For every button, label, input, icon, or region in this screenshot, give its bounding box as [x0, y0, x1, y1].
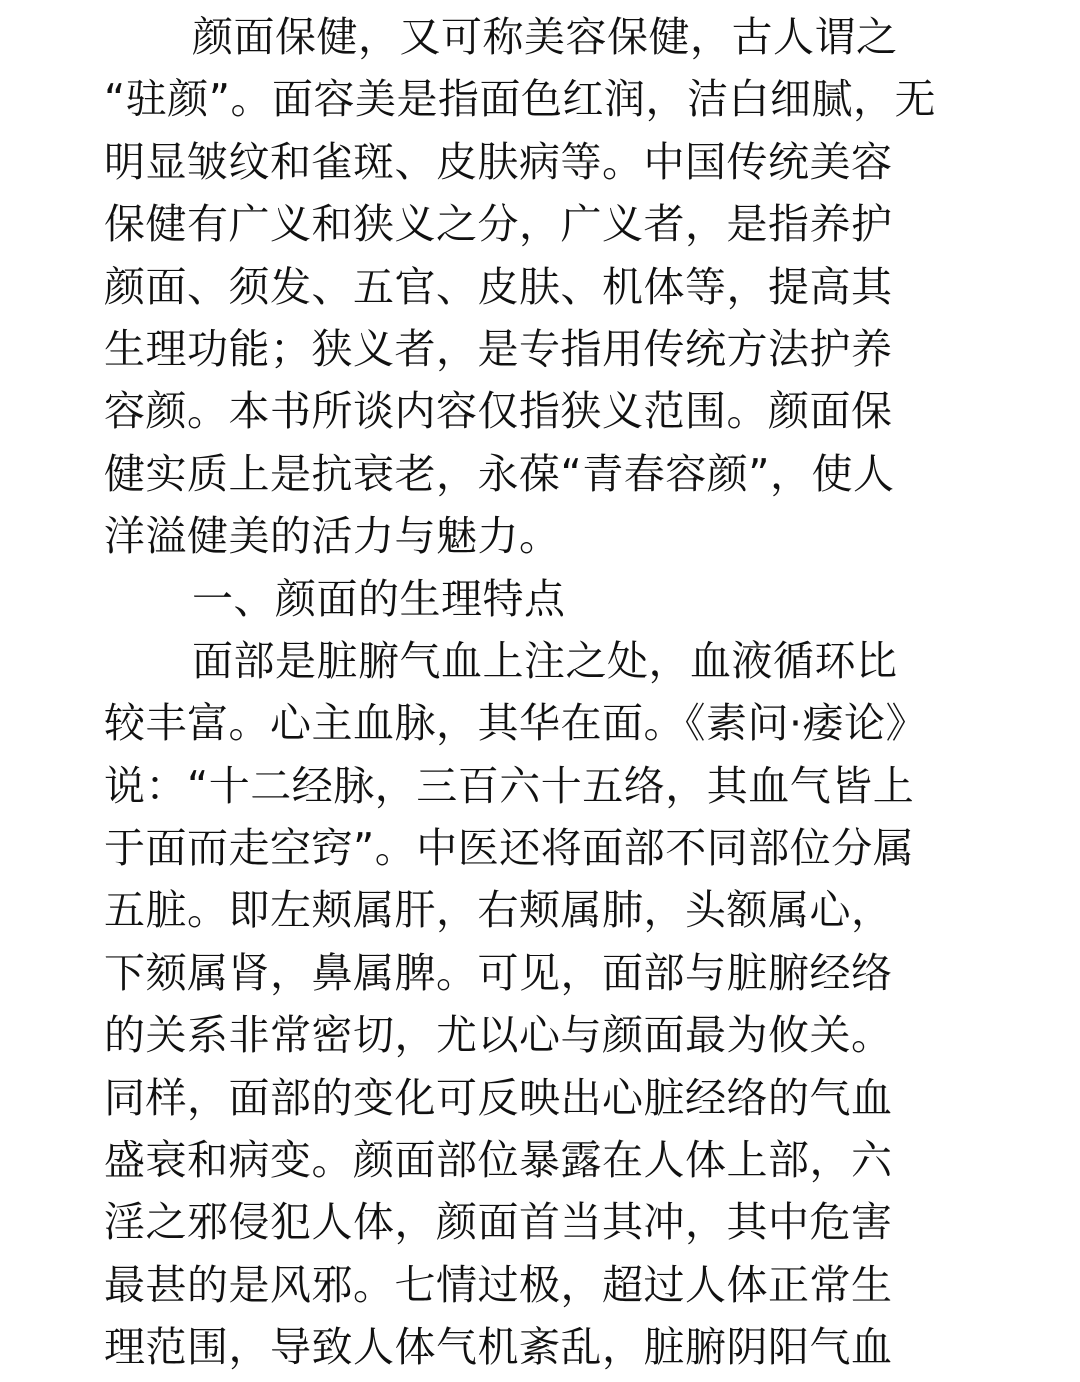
text-line-16: 下颏属肾，鼻属脾。可见，面部与脏腑经络: [104, 948, 893, 997]
text-line-11: 面部是脏腑气血上注之处，血液循环比: [192, 636, 898, 685]
text-line-18: 同样，面部的变化可反映出心脏经络的气血: [104, 1073, 893, 1122]
text-line-4: 保健有广义和狭义之分，广义者，是指养护: [104, 200, 893, 249]
text-line-7: 容颜。本书所谈内容仅指狭义范围。颜面保: [104, 387, 893, 436]
text-line-12: 较丰富。心主血脉，其华在面。《素问·痿论》: [104, 699, 928, 748]
text-line-19: 盛衰和病变。颜面部位暴露在人体上部，六: [104, 1136, 893, 1185]
text-line-20: 淫之邪侵犯人体，颜面首当其冲，其中危害: [104, 1198, 893, 1247]
text-line-3: 明显皱纹和雀斑、皮肤病等。中国传统美容: [104, 137, 893, 186]
text-line-17: 的关系非常密切，尤以心与颜面最为攸关。: [104, 1011, 893, 1060]
text-line-5: 颜面、须发、五官、皮肤、机体等，提高其: [104, 262, 893, 311]
text-line-21: 最甚的是风邪。七情过极，超过人体正常生: [104, 1260, 893, 1309]
text-line-1: 颜面保健，又可称美容保健，古人谓之: [192, 13, 898, 61]
text-line-13: 说：“十二经脉，三百六十五络，其血气皆上: [104, 761, 915, 810]
text-line-22: 理范围，导致人体气机紊乱，脏腑阴阳气血: [104, 1323, 893, 1372]
text-line-8: 健实质上是抗衰老，永葆“青春容颜”，使人: [104, 449, 895, 498]
body-text: [104, 6, 964, 1379]
text-line-15: 五脏。即左颊属肝，右颊属肺，头额属心，: [104, 886, 893, 935]
section-heading: 一、颜面的生理特点: [192, 574, 566, 623]
text-line-9: 洋溢健美的活力与魅力。: [104, 512, 561, 561]
text-line-2: “驻颜”。面容美是指面色红润，洁白细腻，无: [104, 75, 936, 124]
text-line-6: 生理功能；狭义者，是专指用传统方法护养: [104, 324, 893, 373]
text-line-14: 于面而走空窍”。中医还将面部不同部位分属: [104, 824, 915, 873]
